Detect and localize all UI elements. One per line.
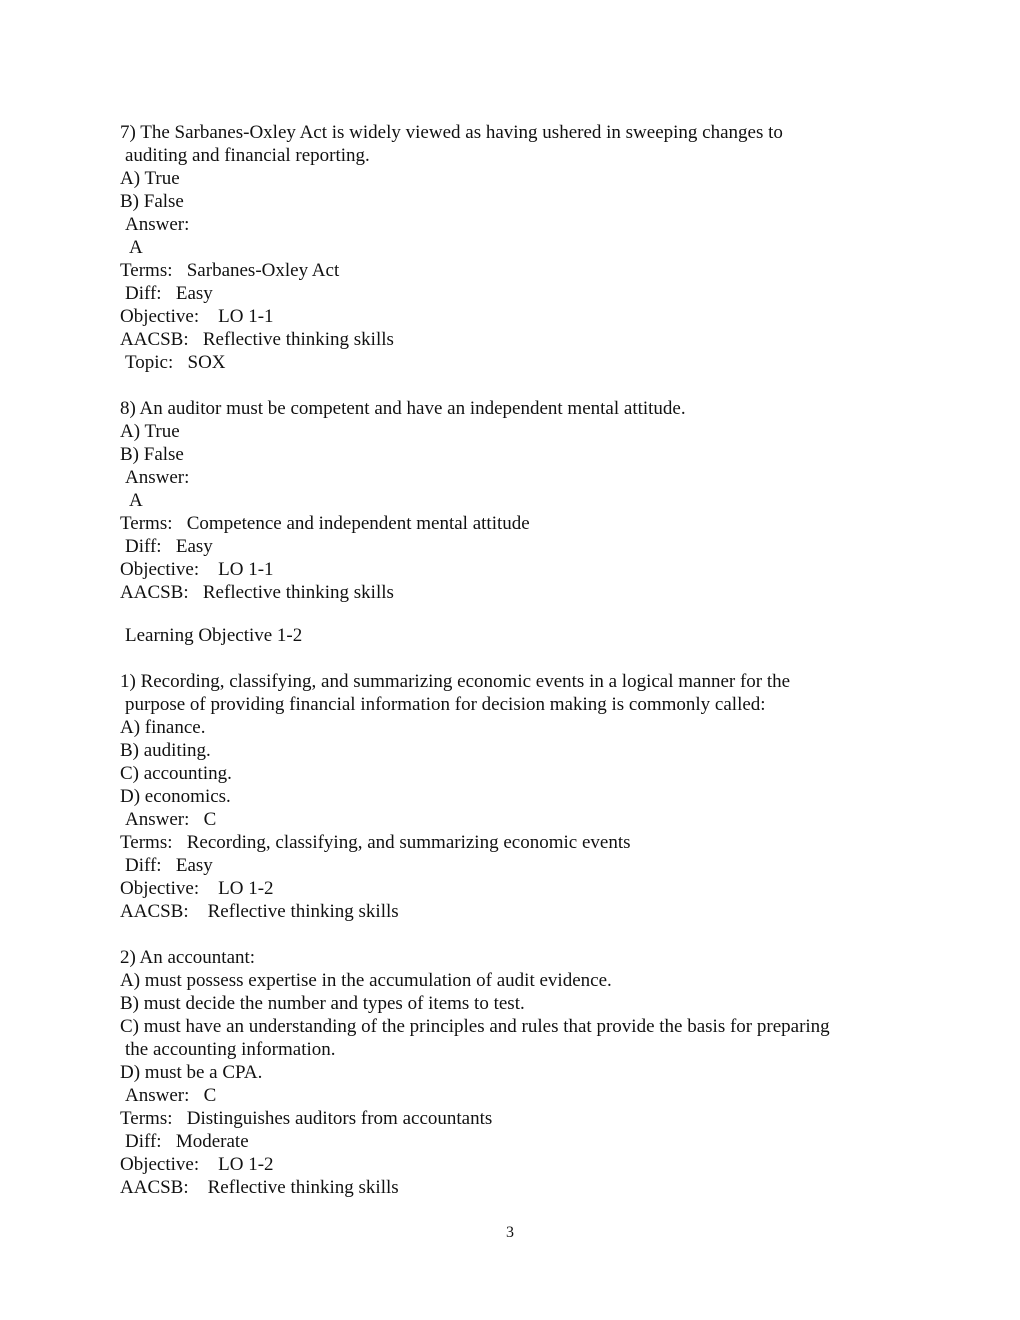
answer-option: C) accounting. xyxy=(120,763,232,784)
page-number: 3 xyxy=(506,1224,514,1241)
answer-option: D) economics. xyxy=(120,786,231,807)
answer-value: A xyxy=(129,237,143,258)
terms-line: Terms: Competence and independent mental attitude xyxy=(120,513,530,534)
question-stem-line: purpose of providing financial information for decision making is commonly called: xyxy=(125,694,766,715)
difficulty-line: Diff: Easy xyxy=(125,536,213,557)
question-stem-line: 7) The Sarbanes-Oxley Act is widely viewed as having ushered in sweeping changes to xyxy=(120,122,783,143)
answer-option: A) True xyxy=(120,168,180,189)
answer-option: A) True xyxy=(120,421,180,442)
difficulty-line: Diff: Easy xyxy=(125,855,213,876)
section-heading: Learning Objective 1-2 xyxy=(125,625,303,646)
objective-line: Objective: LO 1-1 xyxy=(120,559,274,580)
answer-option: A) finance. xyxy=(120,717,206,738)
answer-line: Answer: C xyxy=(125,1085,217,1106)
aacsb-line: AACSB: Reflective thinking skills xyxy=(120,901,399,922)
answer-option-continuation: the accounting information. xyxy=(125,1039,336,1060)
answer-option: C) must have an understanding of the principles and rules that provide the basis for preparing xyxy=(120,1016,830,1037)
question-stem-line: 2) An accountant: xyxy=(120,947,256,968)
answer-line: Answer: C xyxy=(125,809,217,830)
answer-option: B) False xyxy=(120,444,184,465)
objective-line: Objective: LO 1-2 xyxy=(120,878,274,899)
answer-label: Answer: xyxy=(125,467,190,488)
aacsb-line: AACSB: Reflective thinking skills xyxy=(120,1177,399,1198)
question-stem-line: auditing and financial reporting. xyxy=(125,145,370,166)
aacsb-line: AACSB: Reflective thinking skills xyxy=(120,582,394,603)
question-stem-line: 8) An auditor must be competent and have an independent mental attitude. xyxy=(120,398,686,419)
answer-option: B) must decide the number and types of items to test. xyxy=(120,993,525,1014)
terms-line: Terms: Sarbanes-Oxley Act xyxy=(120,260,340,281)
aacsb-line: AACSB: Reflective thinking skills xyxy=(120,329,394,350)
answer-option: B) auditing. xyxy=(120,740,211,761)
answer-value: A xyxy=(129,490,143,511)
topic-line: Topic: SOX xyxy=(125,352,226,373)
difficulty-line: Diff: Moderate xyxy=(125,1131,249,1152)
difficulty-line: Diff: Easy xyxy=(125,283,213,304)
answer-label: Answer: xyxy=(125,214,190,235)
objective-line: Objective: LO 1-2 xyxy=(120,1154,274,1175)
answer-option: A) must possess expertise in the accumulation of audit evidence. xyxy=(120,970,612,991)
terms-line: Terms: Distinguishes auditors from accountants xyxy=(120,1108,493,1129)
answer-option: B) False xyxy=(120,191,184,212)
objective-line: Objective: LO 1-1 xyxy=(120,306,274,327)
question-stem-line: 1) Recording, classifying, and summarizing economic events in a logical manner for the xyxy=(120,671,791,692)
answer-option: D) must be a CPA. xyxy=(120,1062,263,1083)
terms-line: Terms: Recording, classifying, and summarizing economic events xyxy=(120,832,631,853)
